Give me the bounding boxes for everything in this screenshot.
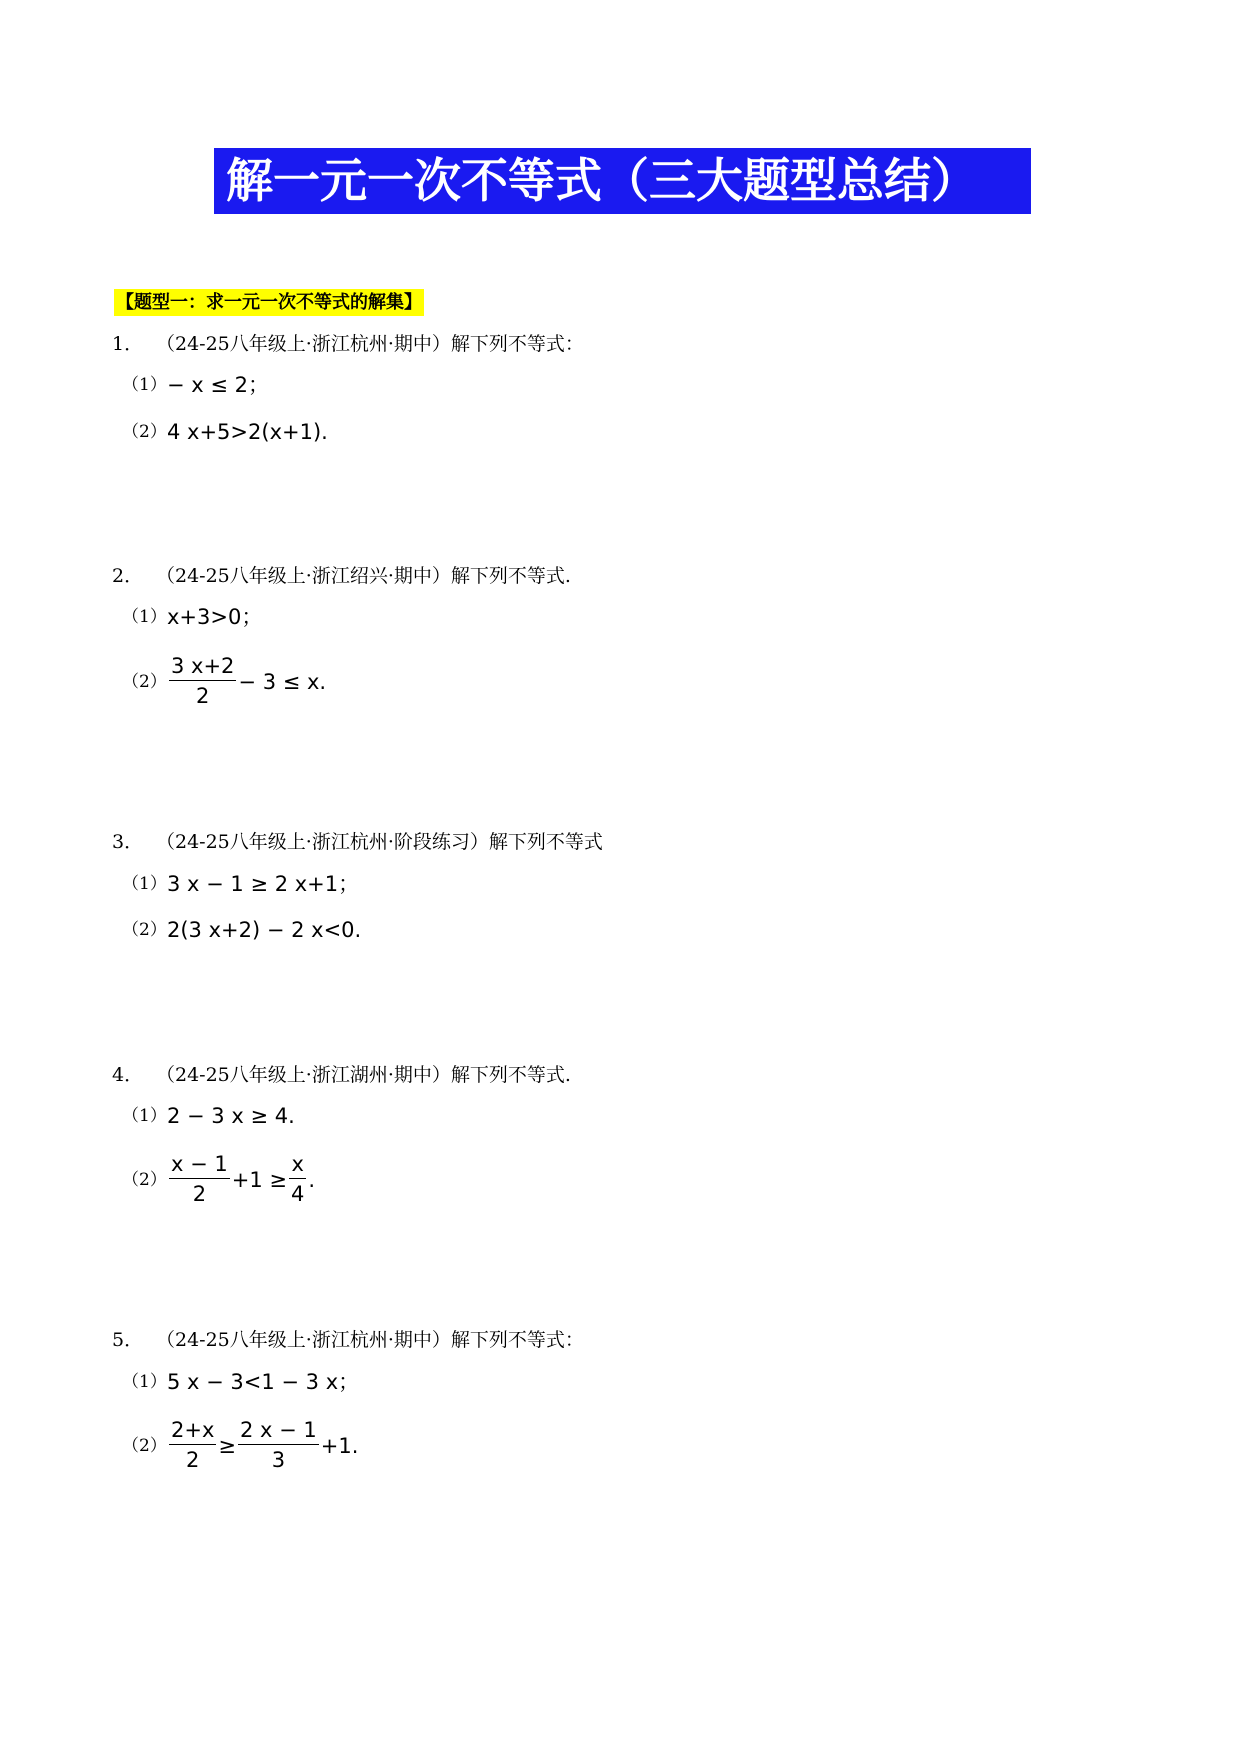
fraction-numerator: 2+x bbox=[169, 1416, 216, 1445]
fraction bbox=[169, 1416, 216, 1475]
part-label: （1） bbox=[122, 1106, 167, 1126]
question-5-part-1 bbox=[122, 1367, 359, 1397]
question-source: （24-25八年级上·浙江湖州·期中）解下列不等式. bbox=[156, 1064, 571, 1086]
fraction-denominator: 2 bbox=[186, 1448, 200, 1472]
question-source: （24-25八年级上·浙江杭州·期中）解下列不等式： bbox=[156, 1329, 584, 1351]
question-5-head bbox=[112, 1327, 584, 1353]
inequality: − x ≤ 2； bbox=[167, 373, 270, 397]
expression-tail: . bbox=[308, 1167, 316, 1192]
question-3-part-2 bbox=[122, 915, 361, 945]
question-number: 5． bbox=[112, 1329, 144, 1351]
question-4-part-2 bbox=[122, 1150, 315, 1209]
inequality: 2(3 x+2) − 2 x<0. bbox=[167, 918, 362, 942]
question-2-head bbox=[112, 563, 571, 589]
section-label: 【题型一：求一元一次不等式的解集】 bbox=[114, 289, 424, 316]
expression-middle: ≥ bbox=[218, 1433, 236, 1458]
part-label: （2） bbox=[122, 1169, 167, 1190]
part-label: （1） bbox=[122, 375, 167, 395]
fraction-denominator: 4 bbox=[290, 1182, 305, 1206]
part-label: （1） bbox=[122, 874, 167, 894]
question-1-part-1 bbox=[122, 370, 269, 400]
question-source: （24-25八年级上·浙江绍兴·期中）解下列不等式. bbox=[156, 565, 571, 587]
question-2-part-2 bbox=[122, 652, 326, 711]
question-source: （24-25八年级上·浙江杭州·阶段练习）解下列不等式 bbox=[156, 831, 603, 853]
fraction-numerator: 2 x − 1 bbox=[238, 1416, 319, 1445]
inequality: 3 x − 1 ≥ 2 x+1； bbox=[167, 872, 360, 896]
question-5-part-2 bbox=[122, 1416, 358, 1475]
question-2-part-1 bbox=[122, 602, 262, 632]
question-number: 3． bbox=[112, 831, 144, 853]
expression-middle: +1 ≥ bbox=[231, 1167, 287, 1192]
question-number: 1． bbox=[112, 333, 144, 355]
part-label: （2） bbox=[122, 671, 167, 692]
inequality bbox=[167, 652, 326, 711]
question-4-head bbox=[112, 1062, 571, 1088]
fraction-denominator: 3 bbox=[271, 1448, 286, 1472]
inequality: 5 x − 3<1 − 3 x； bbox=[167, 1370, 360, 1394]
expression-tail: +1. bbox=[320, 1433, 359, 1458]
question-number: 4． bbox=[112, 1064, 144, 1086]
expression-tail: − 3 ≤ x. bbox=[238, 669, 327, 694]
inequality: 2 − 3 x ≥ 4. bbox=[167, 1104, 295, 1128]
question-4-part-1 bbox=[122, 1101, 295, 1131]
inequality bbox=[167, 1416, 358, 1475]
inequality bbox=[167, 1150, 315, 1209]
part-label: （2） bbox=[122, 1435, 167, 1456]
fraction-denominator: 2 bbox=[196, 684, 210, 708]
question-3-head bbox=[112, 829, 603, 855]
question-3-part-1 bbox=[122, 869, 359, 899]
fraction bbox=[289, 1150, 306, 1209]
part-label: （2） bbox=[122, 920, 167, 940]
fraction bbox=[169, 652, 236, 711]
part-label: （1） bbox=[122, 607, 167, 627]
question-1-head bbox=[112, 331, 584, 357]
part-label: （1） bbox=[122, 1372, 167, 1392]
fraction bbox=[238, 1416, 319, 1475]
inequality: 4 x+5>2(x+1). bbox=[167, 420, 328, 444]
inequality: x+3>0； bbox=[167, 605, 263, 629]
fraction-numerator: x bbox=[289, 1150, 305, 1179]
part-label: （2） bbox=[122, 422, 167, 442]
page-title: 解一元一次不等式（三大题型总结） bbox=[226, 154, 978, 209]
fraction-denominator: 2 bbox=[192, 1182, 207, 1206]
fraction bbox=[169, 1150, 230, 1209]
fraction-numerator: x − 1 bbox=[169, 1150, 230, 1179]
fraction-numerator: 3 x+2 bbox=[169, 652, 236, 681]
question-number: 2． bbox=[112, 565, 144, 587]
question-1-part-2 bbox=[122, 417, 328, 447]
question-source: （24-25八年级上·浙江杭州·期中）解下列不等式： bbox=[156, 333, 584, 355]
